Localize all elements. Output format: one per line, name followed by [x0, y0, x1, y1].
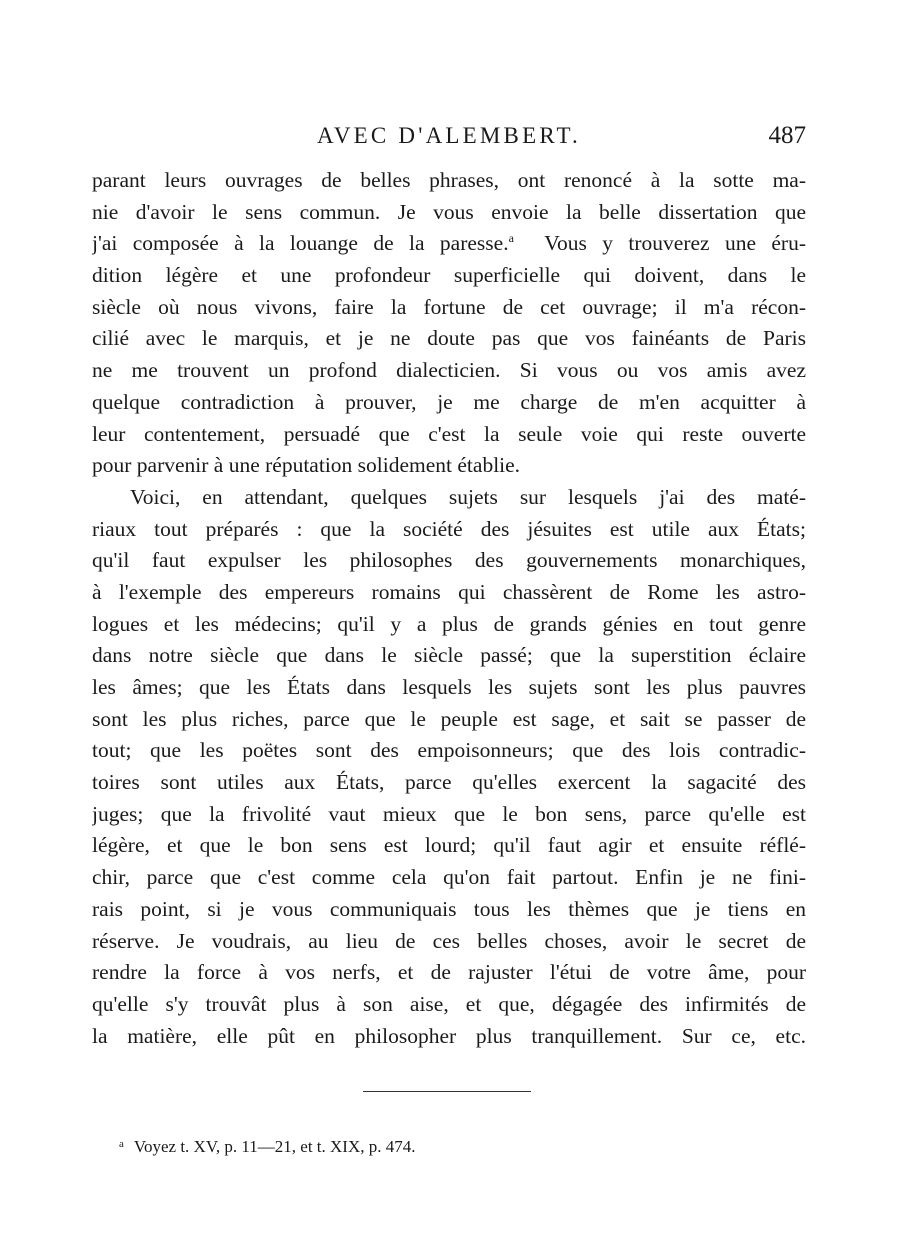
text-segment: j'ai composée à la louange de la paresse. [92, 231, 509, 256]
text-line: quelque contradiction à prouver, je me charge de m'en acquitter à [92, 389, 806, 414]
body-text [92, 165, 806, 1052]
text-line: ne me trouvent un profond dialecticien. Si vous ou vos amis avez [92, 358, 806, 383]
text-line: cilié avec le marquis, et je ne doute pas que vos fainéants de Paris [92, 326, 806, 351]
footnote-separator [363, 1091, 531, 1092]
text-line: les âmes; que les États dans lesquels les sujets sont les plus pauvres [92, 675, 806, 699]
text-line: dans notre siècle que dans le siècle passé; que la superstition éclaire [92, 643, 806, 668]
text-line: siècle où nous vivons, faire la fortune de cet ouvrage; il m'a récon- [92, 294, 806, 319]
text-line [92, 228, 806, 260]
text-line: légère, et que le bon sens est lourd; qu'il faut agir et ensuite réflé- [92, 833, 806, 858]
text-line: nie d'avoir le sens commun. Je vous envoie la belle dissertation que [92, 199, 806, 224]
running-title: AVEC D'ALEMBERT. [317, 123, 581, 148]
text-line: toires sont utiles aux États, parce qu'elles exercent la sagacité des [92, 770, 806, 795]
text-line: logues et les médecins; qu'il y a plus de grands génies en tout genre [92, 611, 806, 636]
text-line: parant leurs ouvrages de belles phrases, ont renoncé à la sotte ma- [92, 168, 806, 192]
text-line: sont les plus riches, parce que le peuple est sage, et sait se passer de [92, 706, 806, 731]
text-line: pour parvenir à une réputation solidement établie. [92, 453, 521, 478]
running-head [92, 118, 806, 158]
text-line: qu'elle s'y trouvât plus à son aise, et que, dégagée des infirmités de [92, 991, 806, 1016]
footnote [119, 1130, 415, 1161]
text-line: tout; que les poëtes sont des empoisonneurs; que des lois contradic- [92, 738, 806, 763]
text-line: la matière, elle pût en philosopher plus tranquillement. Sur ce, etc. [92, 1023, 806, 1048]
text-line: Voici, en attendant, quelques sujets sur lesquels j'ai des maté- [130, 484, 806, 509]
text-line: rais point, si je vous communiquais tous les thèmes que je tiens en [92, 896, 806, 921]
text-line: leur contentement, persuadé que c'est la seule voie qui reste ouverte [92, 421, 806, 446]
text-segment: Vous y trouverez une éru- [544, 231, 806, 256]
text-line: à l'exemple des empereurs romains qui chassèrent de Rome les astro- [92, 579, 806, 604]
text-line: rendre la force à vos nerfs, et de rajuster l'étui de votre âme, pour [92, 960, 806, 985]
footnote-marker: a [508, 231, 514, 246]
text-line: dition légère et une profondeur superficielle qui doivent, dans le [92, 263, 806, 288]
text-line: réserve. Je voudrais, au lieu de ces belles choses, avoir le secret de [92, 928, 806, 953]
text-line: riaux tout préparés : que la société des jésuites est utile aux États; [92, 516, 806, 541]
text-line: juges; que la frivolité vaut mieux que le bon sens, parce qu'elle est [92, 801, 806, 826]
text-line: qu'il faut expulser les philosophes des gouvernements monarchiques, [92, 548, 806, 573]
footnote-letter: a [119, 1138, 124, 1150]
text-line: chir, parce que c'est comme cela qu'on fait partout. Enfin je ne fini- [92, 865, 806, 890]
page-number: 487 [768, 122, 806, 149]
footnote-text: Voyez t. XV, p. 11—21, et t. XIX, p. 474. [133, 1137, 416, 1156]
